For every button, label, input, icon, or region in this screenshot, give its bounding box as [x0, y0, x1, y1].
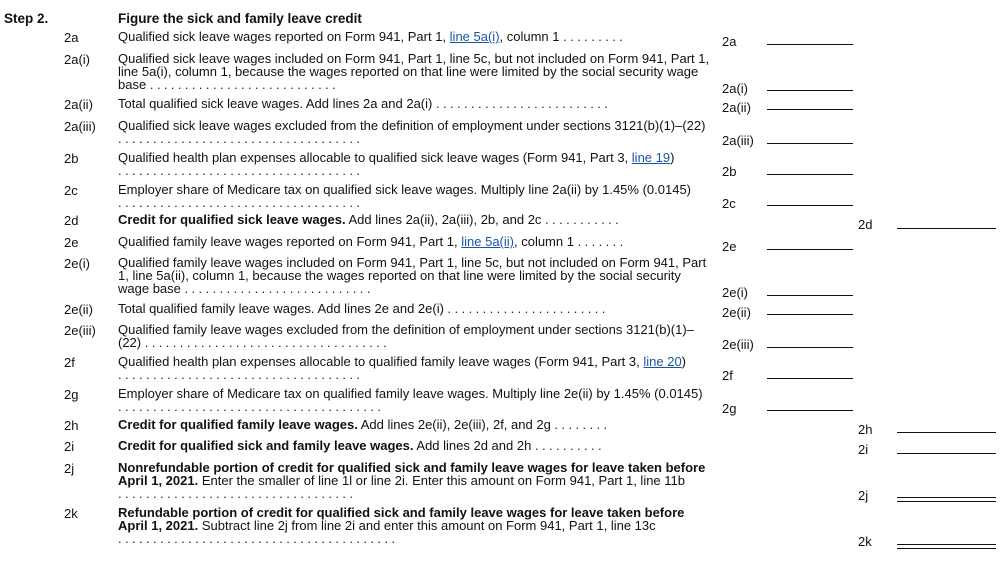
leader-dots: ................................... [118, 163, 364, 178]
line-number: 2g [64, 387, 79, 402]
line-description [118, 97, 710, 110]
line-text: Enter the smaller of line 1l or line 2i. Enter this amount on Form 941, Part 1, line 11b [198, 473, 686, 488]
line-bold-text: Nonrefundable portion of credit for qualified sick and family leave wages for leave taken before April 1, 2021. [118, 460, 706, 488]
entry-field-2c[interactable] [767, 205, 853, 206]
line-text: Add lines 2d and 2h [413, 438, 532, 453]
line-description [118, 439, 710, 452]
line-text: Employer share of Medicare tax on qualified family leave wages. Multiply line 2e(ii) by 1.45% (0.0145) [118, 386, 703, 401]
line-description [118, 151, 710, 177]
line-description [118, 30, 710, 43]
box-label: 2a(i) [722, 81, 749, 96]
line-description [118, 323, 710, 349]
line-text: Employer share of Medicare tax on qualified sick leave wages. Multiply line 2a(ii) by 1.45% (0.0145) [118, 182, 692, 197]
leader-dots: ................................... [118, 195, 364, 210]
line-text-end: , column 1 [513, 234, 574, 249]
line-number: 2e [64, 235, 79, 250]
entry-field-2i[interactable] [897, 453, 996, 454]
leader-dots: ................................... [118, 131, 364, 146]
line-text-end: , column 1 [499, 29, 560, 44]
line-bold-text: Credit for qualified family leave wages. [118, 417, 358, 432]
line-number: 2e(ii) [64, 302, 93, 317]
box-label: 2a [722, 34, 737, 49]
box-label: 2e(ii) [722, 305, 751, 320]
line-bold-text: Refundable portion of credit for qualified sick and family leave wages for leave taken before April 1, 2021. [118, 505, 685, 533]
leader-dots: ................................... [118, 367, 364, 382]
line-description [118, 461, 710, 500]
leader-dots: .................................. [118, 486, 357, 501]
line-text: Add lines 2a(ii), 2a(iii), 2b, and 2c [345, 212, 542, 227]
line-description [118, 235, 710, 248]
entry-field-2g[interactable] [767, 410, 853, 411]
entry-field-2a-i[interactable] [767, 90, 853, 91]
leader-dots: ...................................... [118, 399, 385, 414]
box-label: 2b [722, 164, 737, 179]
line-description [118, 355, 710, 381]
leader-dots: ....................... [447, 301, 609, 316]
entry-field-2h[interactable] [897, 432, 996, 433]
section-heading: Figure the sick and family leave credit [118, 11, 362, 26]
box-label: 2h [858, 422, 873, 437]
line-description [118, 52, 710, 91]
line-description [118, 256, 710, 295]
line-number: 2a(i) [64, 52, 91, 67]
line-text: Qualified sick leave wages reported on Form 941, Part 1, [118, 29, 450, 44]
leader-dots: ........................... [149, 77, 340, 92]
line-number: 2k [64, 506, 78, 521]
line-text: Qualified health plan expenses allocable to qualified sick leave wages (Form 941, Part 3, [118, 150, 632, 165]
line-text: Qualified family leave wages reported on Form 941, Part 1, [118, 234, 462, 249]
line-text: Qualified family leave wages excluded from the definition of employment under sections 3121(b)(1)–(22) [118, 322, 694, 350]
entry-field-2f[interactable] [767, 378, 853, 379]
line-number: 2c [64, 183, 78, 198]
entry-field-2b[interactable] [767, 174, 853, 175]
entry-field-2k[interactable] [897, 544, 996, 549]
entry-field-2e[interactable] [767, 249, 853, 250]
entry-field-2e-i[interactable] [767, 295, 853, 296]
line-number: 2e(i) [64, 256, 91, 271]
line-bold-text: Credit for qualified sick leave wages. [118, 212, 346, 227]
line-number: 2a(ii) [64, 97, 93, 112]
line-text-end: ) [681, 354, 687, 369]
line-number: 2d [64, 213, 79, 228]
line-number: 2a [64, 30, 79, 45]
entry-field-2e-ii[interactable] [767, 314, 853, 315]
line-number: 2f [64, 355, 75, 370]
line-number: 2j [64, 461, 75, 476]
box-label: 2a(ii) [722, 100, 751, 115]
leader-dots: ................................... [144, 335, 391, 350]
entry-field-2a[interactable] [767, 44, 853, 45]
step-label: Step 2. [4, 11, 49, 26]
line-description [118, 213, 710, 226]
line-description [118, 119, 710, 145]
leader-dots: ........................... [184, 281, 374, 296]
line-text: Total qualified sick leave wages. Add lines 2a and 2a(i) [118, 96, 433, 111]
leader-dots: ......................... [435, 96, 612, 111]
box-label: 2f [722, 368, 733, 383]
box-label: 2i [858, 442, 869, 457]
line-19-link[interactable]: line 19 [631, 150, 671, 165]
entry-field-2a-ii[interactable] [767, 109, 853, 110]
entry-field-2d[interactable] [897, 228, 996, 229]
line-text: Qualified health plan expenses allocable to qualified family leave wages (Form 941, Part 3, [118, 354, 644, 369]
line-text-end: ) [670, 150, 675, 165]
box-label: 2k [858, 534, 872, 549]
line-number: 2b [64, 151, 79, 166]
line-number: 2a(iii) [64, 119, 96, 134]
box-label: 2d [858, 217, 873, 232]
line-text: Qualified family leave wages included on Form 941, Part 1, line 5c, but not included on Form 941, Part 1, line 5a(ii), column 1, because the wages reported on that line were limited by the social security wage base [118, 255, 707, 296]
line-description [118, 183, 710, 209]
box-label: 2e(i) [722, 285, 749, 300]
line-5a-ii-link[interactable]: line 5a(ii) [461, 234, 514, 249]
box-label: 2a(iii) [722, 133, 754, 148]
line-20-link[interactable]: line 20 [643, 354, 682, 369]
entry-field-2j[interactable] [897, 497, 996, 502]
line-description [118, 302, 710, 315]
line-description [118, 418, 710, 431]
box-label: 2g [722, 401, 737, 416]
box-label: 2j [858, 488, 869, 503]
line-text: Total qualified family leave wages. Add lines 2e and 2e(i) [118, 301, 444, 316]
leader-dots: .......... [534, 438, 606, 453]
line-number: 2h [64, 418, 79, 433]
leader-dots: ........... [545, 212, 623, 227]
leader-dots: ........................................ [118, 531, 399, 546]
box-label: 2e [722, 239, 737, 254]
line-bold-text: Credit for qualified sick and family leave wages. [118, 438, 414, 453]
entry-field-2e-iii[interactable] [767, 347, 853, 348]
box-label: 2e(iii) [722, 337, 754, 352]
box-label: 2c [722, 196, 736, 211]
line-number: 2i [64, 439, 75, 454]
line-text: Qualified sick leave wages included on Form 941, Part 1, line 5c, but not included on Form 941, Part 1, line 5a(i), column 1, because the wages reported on that line were limited by the social security wage base [118, 51, 710, 92]
line-description [118, 506, 710, 545]
line-description [118, 387, 710, 413]
leader-dots: ......... [563, 29, 627, 44]
line-number: 2e(iii) [64, 323, 96, 338]
line-text: Subtract line 2j from line 2i and enter this amount on Form 941, Part 1, line 13c [198, 518, 656, 533]
line-5a-i-link[interactable]: line 5a(i) [449, 29, 500, 44]
entry-field-2a-iii[interactable] [767, 143, 853, 144]
line-text: Qualified sick leave wages excluded from the definition of employment under sections 3121(b)(1)–(22) [118, 118, 706, 133]
line-text: Add lines 2e(ii), 2e(iii), 2f, and 2g [357, 417, 551, 432]
leader-dots: ....... [577, 234, 627, 249]
leader-dots: ........ [554, 417, 611, 432]
